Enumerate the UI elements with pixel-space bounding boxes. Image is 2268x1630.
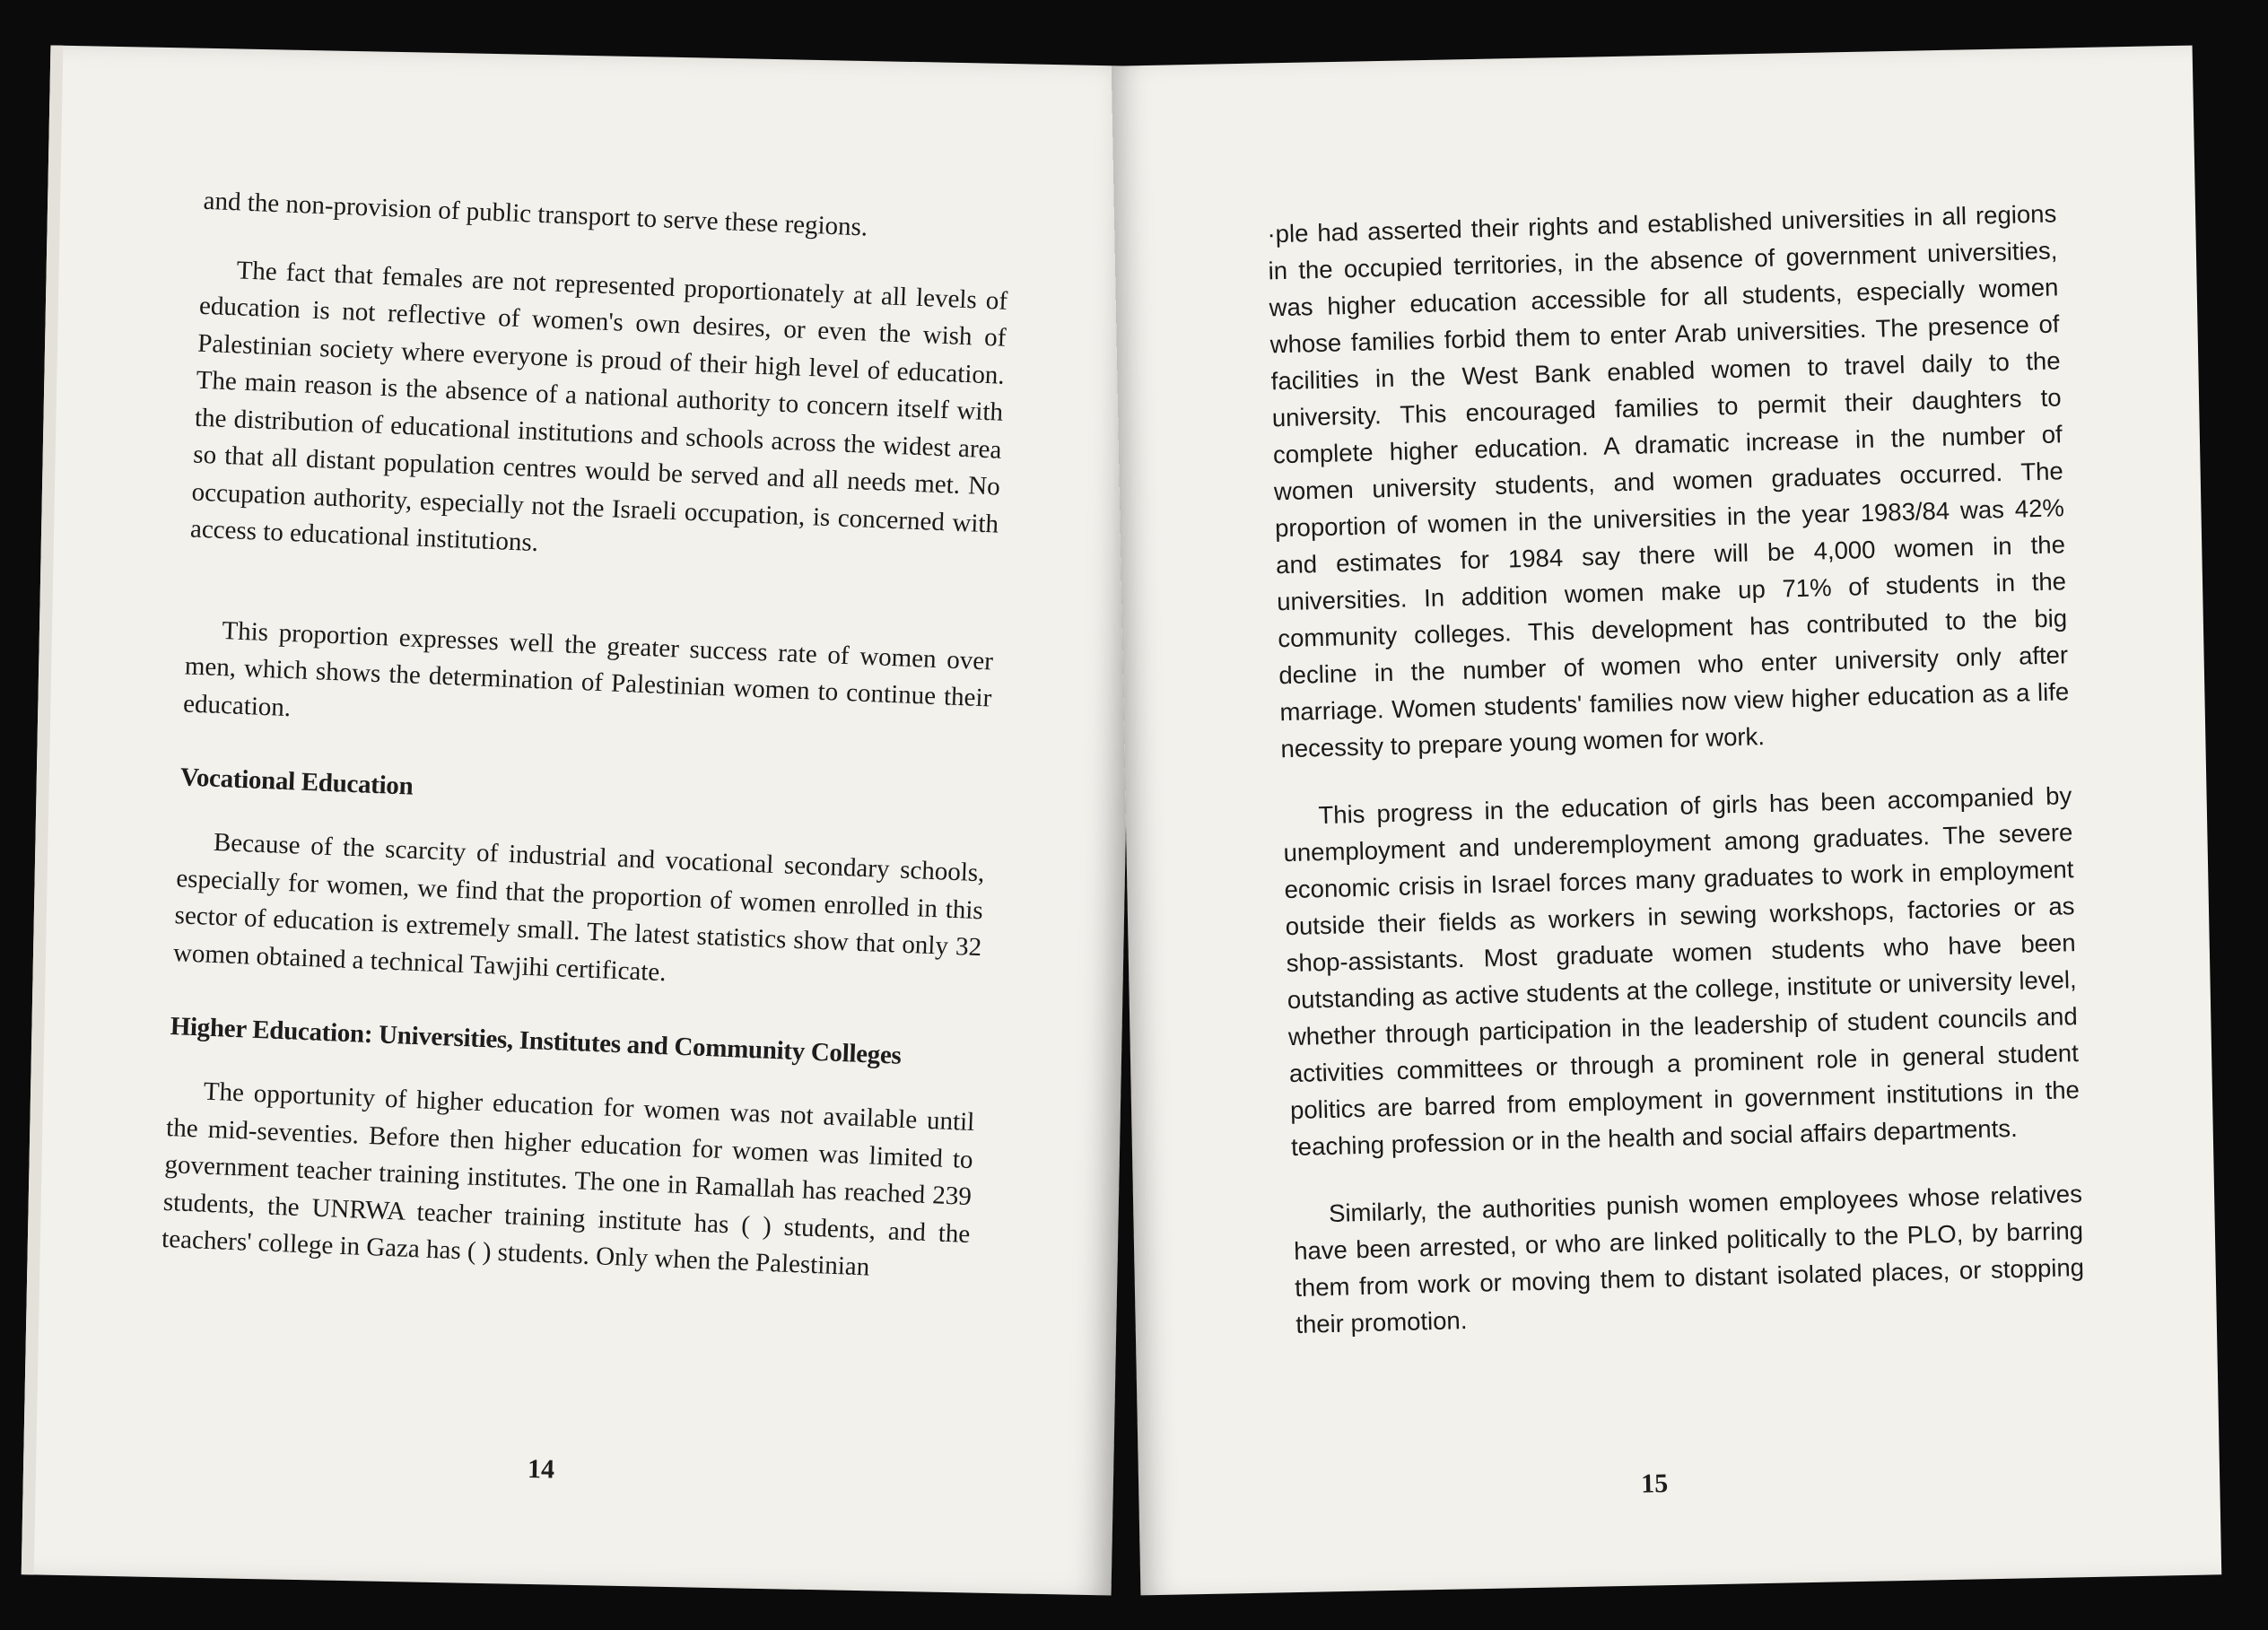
paragraph: Similarly, the authorities punish women employees whose relatives have been arrested, or who are linked politically to the PLO, by barring them from work or moving them to distant isolated places, or stopping their promotion. <box>1293 1180 2085 1338</box>
paragraph: and the non-provision of public transport to serve these regions. <box>203 186 868 242</box>
paragraph: This progress in the education of girls has been accompanied by unemployment and underemployment among graduates. The severe economic crisis in Israel forces many graduates to work in employment outside their fields as workers in sewing workshops, factories or as shop-assistants. Most graduate women students who have been outstanding as active students at the college, institute or university level, whether through participation in the leadership of student councils and activities committees or through a prominent role in general student politics are barred from employment in government institutions in the teaching profession or in the health and social affairs departments. <box>1283 781 2080 1162</box>
heading-higher-education: Higher Education: Universities, Institutes and Community Colleges <box>170 1012 903 1070</box>
paragraph: ·ple had asserted their rights and established universities in all regions in the occupied territories, in the absence of government universities, was higher education accessible for all students, especially women whose families forbid them to enter Arab universities. The presence of facilities in the West Bank enabled women to travel daily to the university. This encouraged families to permit their daughters to complete higher education. A dramatic increase in the number of women university students, and women graduates occurred. The proportion of women in the universities in the year 1983/84 was 42% and estimates for 1984 say there will be 4,000 women in the universities. In addition women make up 71% of students in the community colleges. This development has contributed to the big decline in the number of women who enter university only after marriage. Women students' families now view higher education as a life necessity to prepare young women for work. <box>1267 199 2070 763</box>
paragraph: This proportion expresses well the greater success rate of women over men, which shows the determination of Palestinian women to continue their education. <box>182 615 994 722</box>
right-page <box>1112 46 2222 1596</box>
page-number: 14 <box>527 1453 555 1485</box>
paragraph: The fact that females are not represented proportionately at all levels of education is not reflective of women's own desires, or even the wish of Palestinian society where everyone is proud of their high level of education. The main reason is the absence of a national authority to concern itself with the distribution of educational institutions and schools across the widest area so that all distant population centres would be served and all needs met. No occupation authority, especially not the Israeli occupation, is concerned with access to educational institutions. <box>189 255 1008 558</box>
paragraph: Because of the scarcity of industrial and vocational secondary schools, especially for women, we find that the proportion of women enrolled in this sector of education is extremely small. The latest statistics show that only 32 women obtained a technical Tawjihi certificate. <box>172 827 986 987</box>
heading-vocational-education: Vocational Education <box>179 763 414 801</box>
paragraph: The opportunity of higher education for women was not available until the mid-seventies. Before then higher education for women was limited to government teacher training institutes. The one in Ramallah has reached 239 students, the UNRWA teacher training institute has ( ) students, and the teachers' college in Gaza has ( ) students. Only when the Palestinian <box>161 1076 975 1282</box>
left-page-text <box>161 183 1010 1291</box>
book-spread <box>36 56 2207 1585</box>
left-page <box>22 45 1141 1595</box>
page-number: 15 <box>1640 1469 1669 1499</box>
right-page-text <box>1267 195 2086 1343</box>
